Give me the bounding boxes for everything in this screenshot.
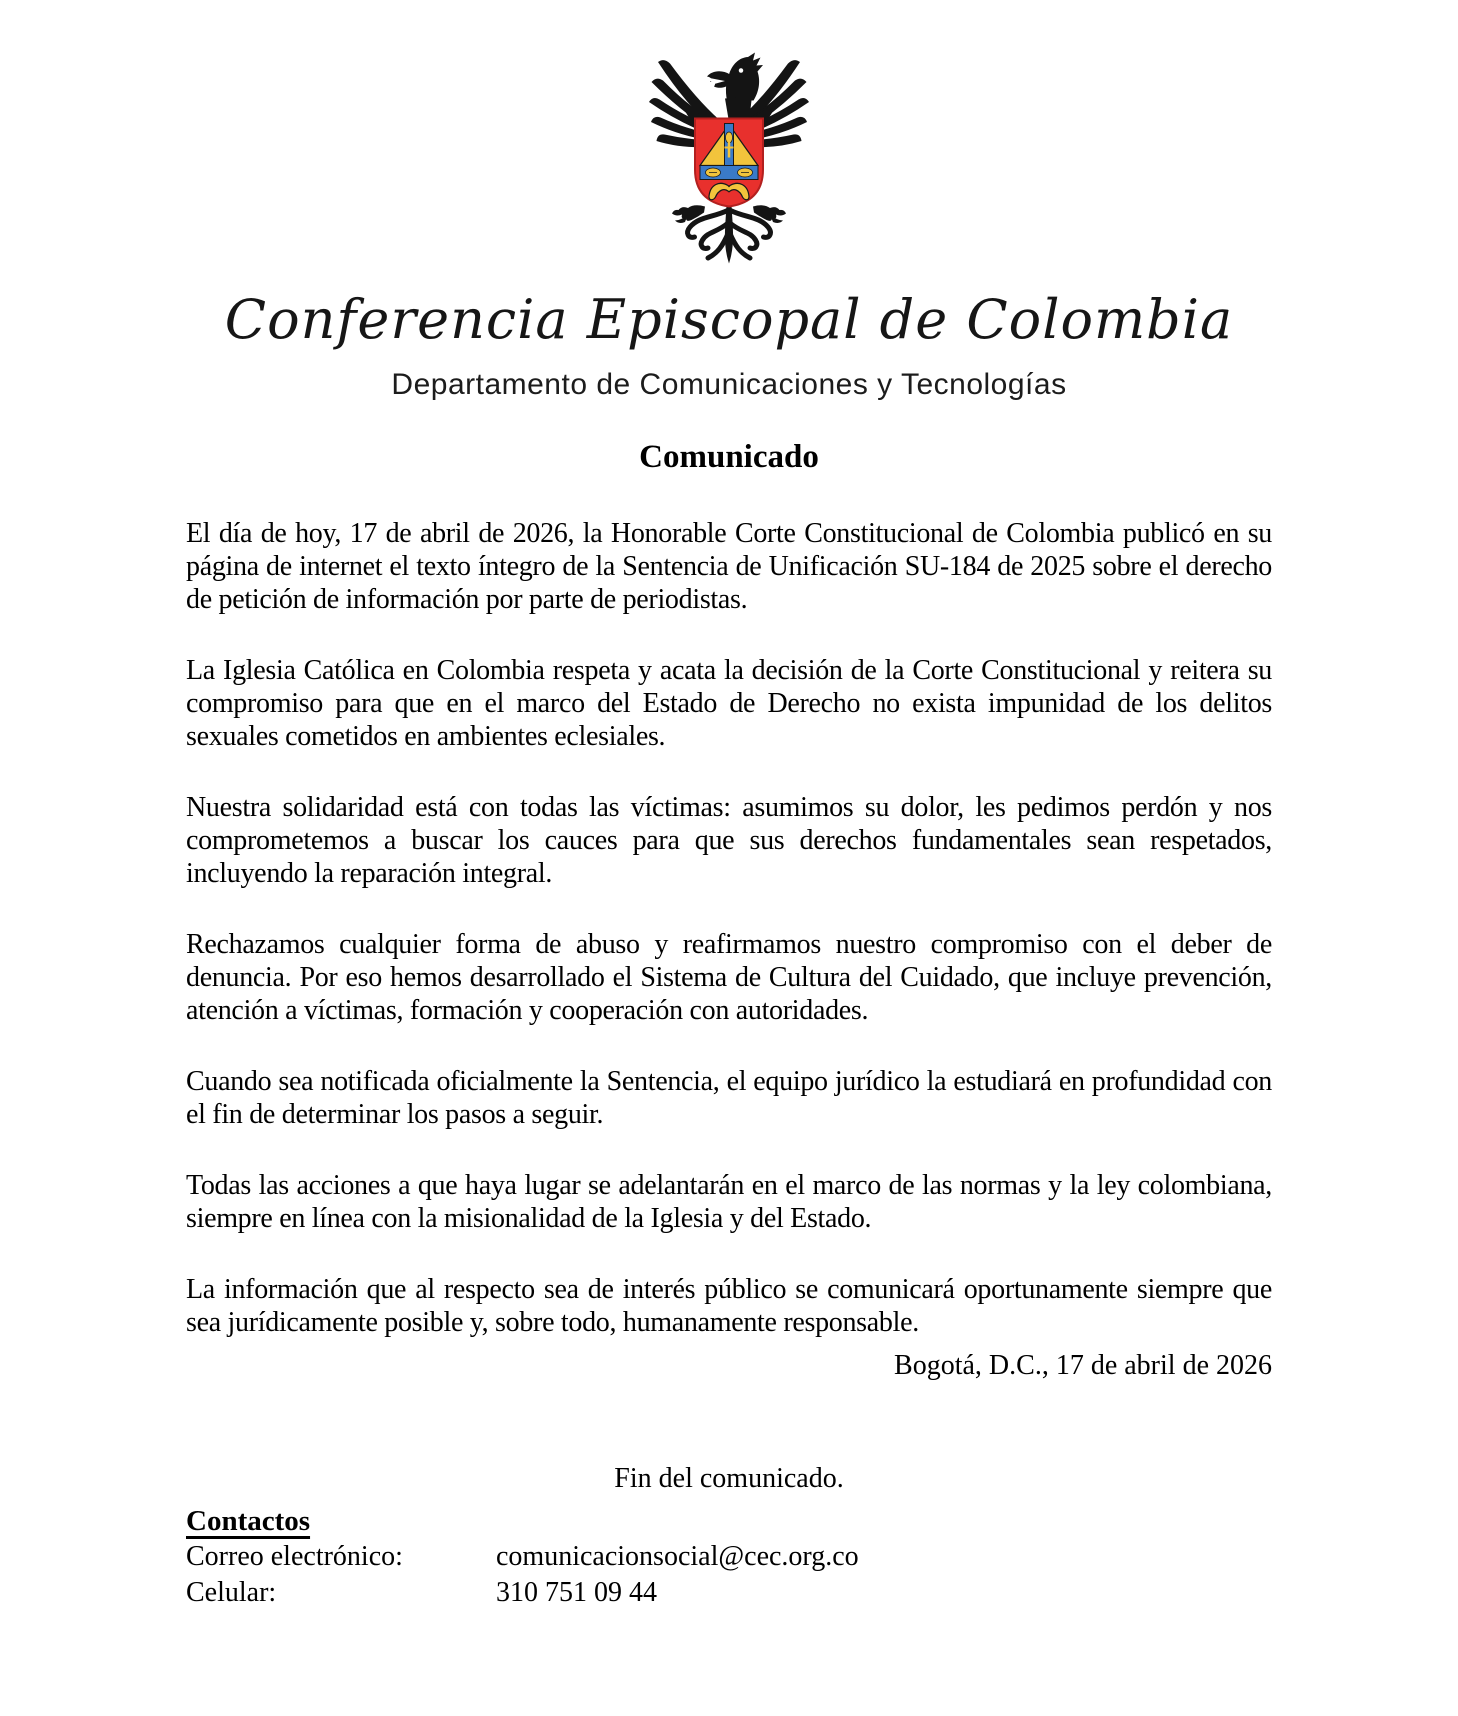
document-title: Comunicado bbox=[639, 439, 819, 475]
paragraph-2: La Iglesia Católica en Colombia respeta y acata la decisión de la Corte Constitucional y reitera su compromiso para que en el marco del Estado de Derecho no exista impunidad de los delitos sexuales cometidos en ambientes eclesiales. bbox=[186, 655, 1272, 752]
contacts-section bbox=[186, 1503, 1272, 1611]
paragraph-7: La información que al respecto sea de interés público se comunicará oportunamente siempre que sea jurídicamente posible y, sobre todo, humanamente responsable. bbox=[186, 1274, 1272, 1338]
paragraph-5: Cuando sea notificada oficialmente la Sentencia, el equipo jurídico la estudiará en profundidad con el fin de determinar los pasos a seguir. bbox=[186, 1066, 1272, 1130]
phone-label: Celular: bbox=[186, 1577, 277, 1608]
document-body bbox=[186, 517, 1272, 1339]
letterhead bbox=[186, 34, 1272, 403]
department-line: Departamento de Comunicaciones y Tecnologías bbox=[391, 368, 1067, 401]
contacts-heading: Contactos bbox=[186, 1505, 311, 1537]
press-release-page bbox=[186, 0, 1272, 1611]
organization-script-title: Conferencia Episcopal de Colombia bbox=[224, 288, 1234, 351]
paragraph-3: Nuestra solidaridad está con todas las víctimas: asumimos su dolor, les pedimos perdón y nos comprometemos a buscar los cauces para que sus derechos fundamentales sean respetados, incluyendo la reparación integral. bbox=[186, 792, 1272, 889]
email-value: comunicacionsocial@cec.org.co bbox=[496, 1541, 859, 1572]
closing-line: Fin del comunicado. bbox=[614, 1463, 844, 1494]
contact-row-email bbox=[186, 1539, 1272, 1575]
episcopal-coat-of-arms-icon bbox=[629, 34, 829, 270]
dateline: Bogotá, D.C., 17 de abril de 2026 bbox=[894, 1350, 1272, 1381]
contact-row-phone bbox=[186, 1575, 1272, 1611]
paragraph-4: Rechazamos cualquier forma de abuso y reafirmamos nuestro compromiso con el deber de denuncia. Por eso hemos desarrollado el Sistema de Cultura del Cuidado, que incluye prevención, atención a víctimas, formación y cooperación con autoridades. bbox=[186, 929, 1272, 1026]
email-label: Correo electrónico: bbox=[186, 1541, 403, 1572]
paragraph-6: Todas las acciones a que haya lugar se adelantarán en el marco de las normas y la ley colombiana, siempre en línea con la misionalidad de la Iglesia y del Estado. bbox=[186, 1170, 1272, 1234]
paragraph-1: El día de hoy, 17 de abril de 2026, la Honorable Corte Constitucional de Colombia publicó en su página de internet el texto íntegro de la Sentencia de Unificación SU-184 de 2025 sobre el derecho de petición de información por parte de periodistas. bbox=[186, 518, 1272, 615]
phone-value: 310 751 09 44 bbox=[496, 1577, 657, 1608]
